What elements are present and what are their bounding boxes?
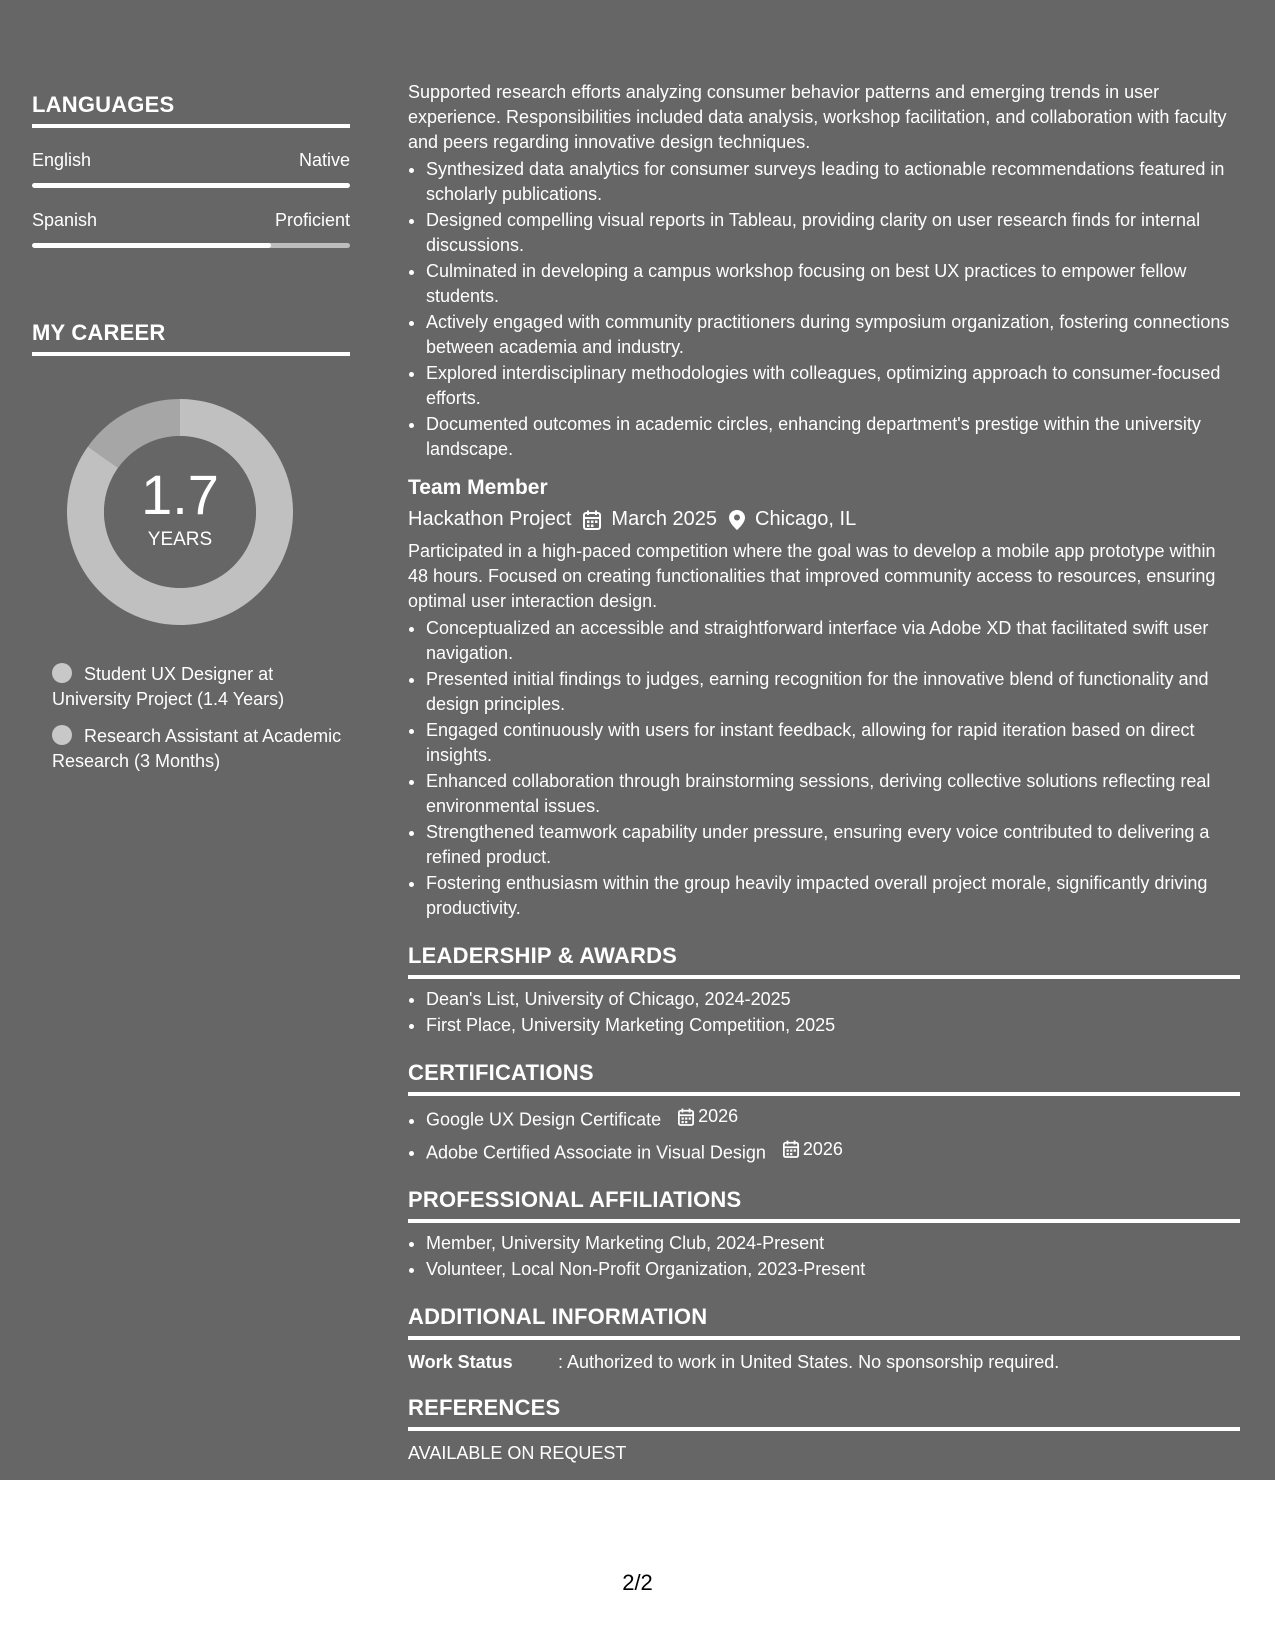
references-heading: REFERENCES: [408, 1395, 1240, 1431]
list-item: • Synthesized data analytics for consumer surveys leading to actionable recommendations featured in scholarly publications.: [426, 157, 1240, 207]
language-name: English: [32, 150, 92, 170]
legend-dot-icon: [52, 663, 72, 683]
certifications-heading: CERTIFICATIONS: [408, 1060, 1240, 1096]
language-name: Spanish: [32, 210, 98, 230]
calendar-icon: [678, 1108, 694, 1126]
cert-year: 2026: [698, 1106, 739, 1126]
work-status-label: Work Status: [408, 1352, 513, 1372]
legend-item: [52, 724, 342, 774]
cert-year: 2026: [802, 1138, 843, 1159]
job-title: Team Member: [408, 476, 548, 499]
list-item: • Member, University Marketing Club, 2024-Present: [426, 1231, 1240, 1256]
language-level: Native: [298, 150, 350, 170]
team-bullets: [408, 616, 1240, 921]
career-legend: [52, 662, 350, 774]
language-bar-fill: [32, 183, 350, 188]
legend-dot-icon: [52, 725, 72, 745]
list-item: • Engaged continuously with users for instant feedback, allowing for rapid iteration based on direct insights.: [426, 718, 1240, 768]
job-org: Hackathon Project: [408, 508, 572, 530]
affiliations-heading: PROFESSIONAL AFFILIATIONS: [408, 1187, 1240, 1223]
awards-heading: LEADERSHIP & AWARDS: [408, 943, 1240, 979]
list-item: • Fostering enthusiasm within the group heavily impacted overall project morale, significantly driving productivity.: [426, 871, 1240, 921]
list-item: • Explored interdisciplinary methodologies with colleagues, optimizing approach to consumer-focused efforts.: [426, 361, 1240, 411]
additional-heading: ADDITIONAL INFORMATION: [408, 1304, 1240, 1340]
cert-name: Google UX Design Certificate: [426, 1109, 662, 1130]
work-status-value: : Authorized to work in United States. No sponsorship required.: [558, 1352, 1060, 1372]
list-item: • First Place, University Marketing Competition, 2025: [426, 1013, 1240, 1038]
list-item: • Strengthened teamwork capability under pressure, ensuring every voice contributed to delivering a refined product.: [426, 820, 1240, 870]
list-item: • Documented outcomes in academic circles, enhancing department's prestige within the university landscape.: [426, 412, 1240, 462]
certifications-section: [408, 1060, 1240, 1165]
career-donut-chart: [66, 398, 294, 626]
additional-section: [408, 1304, 1240, 1373]
language-item: [32, 210, 350, 248]
list-item: • Presented initial findings to judges, earning recognition for the innovative blend of functionality and design principles.: [426, 667, 1240, 717]
list-item: • Conceptualized an accessible and straightforward interface via Adobe XD that facilitated swift user navigation.: [426, 616, 1240, 666]
languages-heading: LANGUAGES: [32, 92, 350, 128]
list-item: • Volunteer, Local Non-Profit Organization, 2023-Present: [426, 1257, 1240, 1282]
career-heading: MY CAREER: [32, 320, 350, 356]
legend-label: Student UX Designer at University Project (1.4 Years): [52, 664, 285, 709]
language-level: Proficient: [274, 210, 350, 230]
legend-item: [52, 662, 342, 712]
list-item: • Enhanced collaboration through brainstorming sessions, deriving collective solutions reflecting real environmental issues.: [426, 769, 1240, 819]
list-item: • Culminated in developing a campus workshop focusing on best UX practices to empower fellow students.: [426, 259, 1240, 309]
references-text: AVAILABLE ON REQUEST: [408, 1443, 627, 1463]
job-meta: [408, 508, 1240, 531]
calendar-icon: [783, 1140, 799, 1158]
language-bar: [32, 183, 350, 188]
list-item: • Dean's List, University of Chicago, 2024-2025: [426, 987, 1240, 1012]
list-item: • Designed compelling visual reports in Tableau, providing clarity on user research finds for internal discussions.: [426, 208, 1240, 258]
cert-name: Adobe Certified Associate in Visual Design: [426, 1142, 766, 1162]
location-pin-icon: [729, 510, 745, 530]
language-bar-fill: [32, 243, 271, 248]
list-item: [426, 1137, 1240, 1166]
list-item: [426, 1104, 1240, 1133]
research-bullets: [408, 157, 1240, 462]
job-location: Chicago, IL: [755, 508, 857, 530]
language-item: [32, 150, 350, 188]
team-summary: Participated in a high-paced competition where the goal was to develop a mobile app prototype within 48 hours. Focused on creating functionalities that improved community access to resources, ensuring optimal user interaction design.: [408, 541, 1216, 611]
job-date: March 2025: [611, 508, 718, 530]
list-item: • Actively engaged with community practitioners during symposium organization, fostering connections between academia and industry.: [426, 310, 1240, 360]
legend-label: Research Assistant at Academic Research (3 Months): [52, 726, 342, 771]
references-section: [408, 1395, 1240, 1464]
career-total-value: 1.7: [141, 463, 219, 526]
right-column: [408, 80, 1240, 1464]
page-number: 2/2: [622, 1570, 653, 1595]
affiliations-section: [408, 1187, 1240, 1282]
left-column: [32, 92, 350, 786]
research-summary: Supported research efforts analyzing consumer behavior patterns and emerging trends in user experience. Responsibilities included data analysis, workshop facilitation, and collaboration with faculty and peers regarding innovative design techniques.: [408, 82, 1227, 152]
calendar-icon: [583, 510, 601, 530]
language-bar: [32, 243, 350, 248]
career-total-unit: YEARS: [147, 529, 213, 550]
awards-section: [408, 943, 1240, 1038]
